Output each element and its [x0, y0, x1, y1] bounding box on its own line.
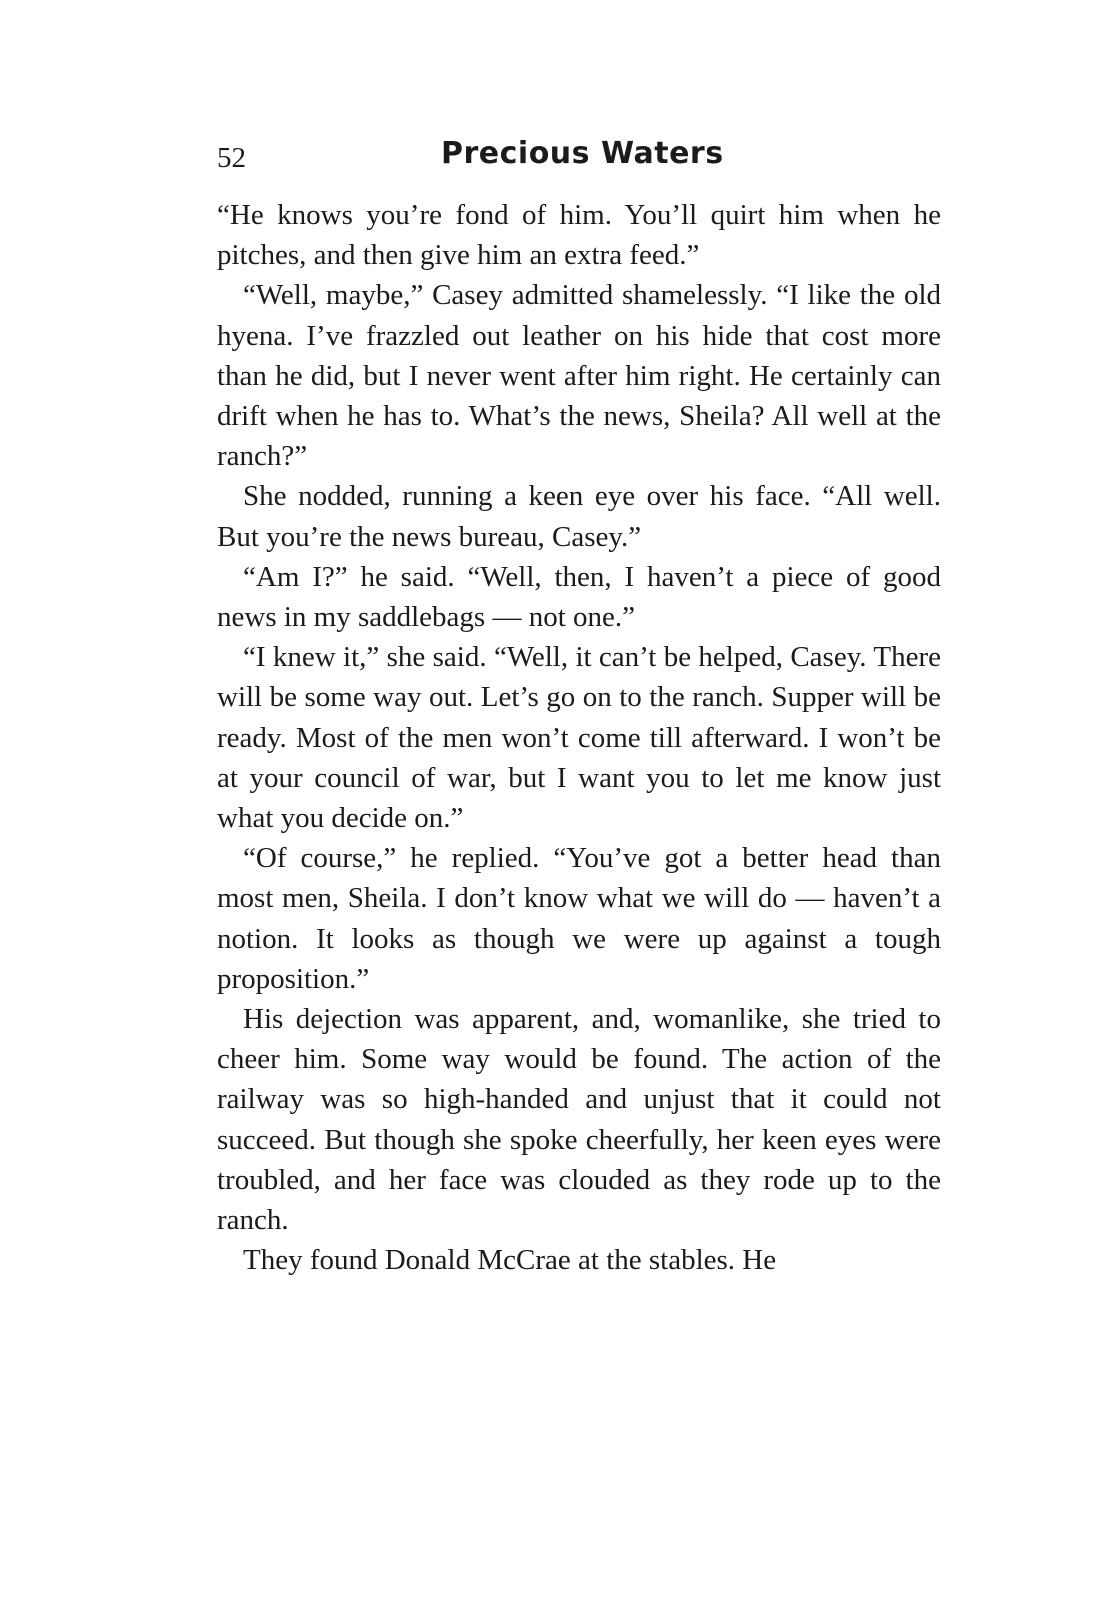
paragraph: “Of course,” he replied. “You’ve got a better head than most men, Sheila. I don’t know what we will do — haven’t a notion. It looks as though we were up against a tough proposition.”	[217, 842, 941, 995]
book-title: Precious Waters	[441, 136, 724, 171]
paragraph: “Am I?” he said. “Well, then, I haven’t a piece of good news in my saddlebags — not one.”	[217, 560, 941, 634]
paragraph: They found Donald McCrae at the stables. He	[243, 1244, 777, 1277]
page-number: 52	[217, 142, 246, 174]
paragraph: “I knew it,” she said. “Well, it can’t be helped, Casey. There will be some way out. Let’s go on to the ranch. Supper will be ready. Most of the men won’t come till afterward. I won’t be at your council of war, but I want you to let me know just what you decide on.”	[217, 641, 941, 835]
paragraph: “He knows you’re fond of him. You’ll quirt him when he pitches, and then give him an extra feed.”	[217, 199, 941, 272]
paragraph: “Well, maybe,” Casey admitted shamelessly. “I like the old hyena. I’ve frazzled out leather on his hide that cost more than he did, but I never went after him right. He certainly can drift when he has to. What’s the news, Sheila? All well at the ranch?”	[217, 279, 941, 473]
paragraph: His dejection was apparent, and, womanlike, she tried to cheer him. Some way would be found. The action of the railway was so high-handed and unjust that it could not succeed. But though she spoke cheerfully, her keen eyes were troubled, and her face was clouded as they rode up to the ranch.	[217, 1003, 941, 1237]
running-head	[217, 136, 941, 180]
body-text	[217, 195, 941, 1280]
paragraph: She nodded, running a keen eye over his face. “All well. But you’re the news bureau, Casey.”	[217, 480, 941, 553]
